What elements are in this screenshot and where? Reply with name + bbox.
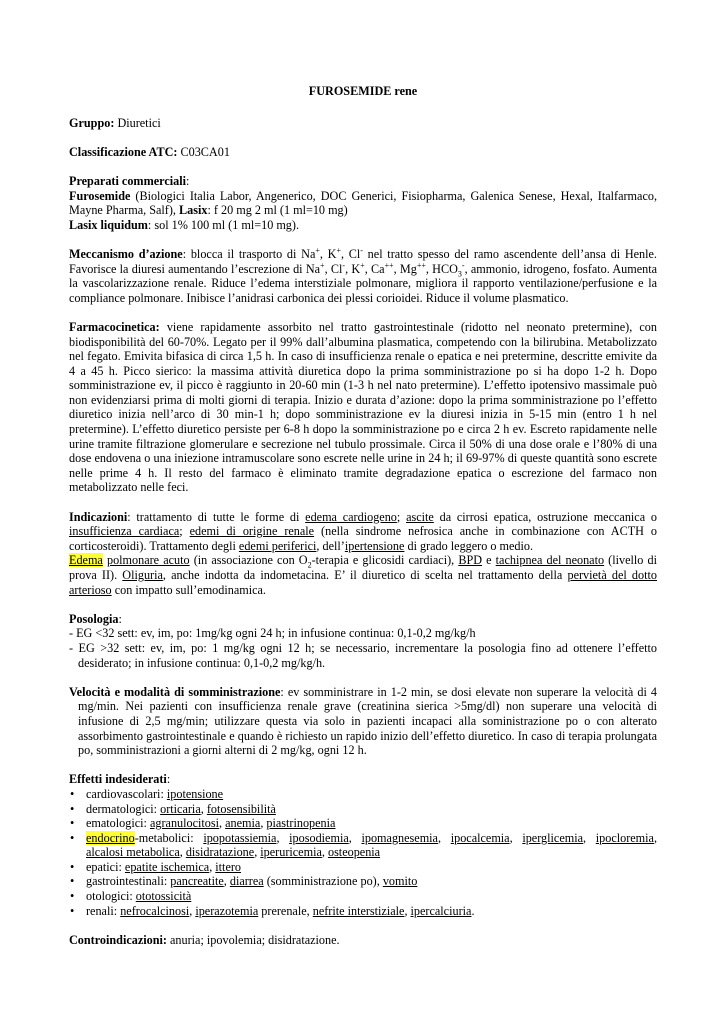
link-tachipnea-neonato[interactable]: tachipnea del neonato	[495, 553, 605, 568]
posologia-heading	[69, 612, 657, 627]
separator: ,	[209, 859, 216, 874]
indicazioni-text: : trattamento di tutte le forme di	[127, 509, 306, 524]
link-iperuricemia[interactable]: iperuricemia	[260, 845, 322, 860]
item-label: dermatologici:	[86, 801, 161, 816]
link-edemi-renali[interactable]: edemi di origine renale	[189, 524, 315, 539]
indicazioni-text: (nella sindrome nefrosica anche in combinazione con ACTH o corticosteroidi). Trattamento degli	[69, 524, 658, 553]
separator: ,	[509, 830, 523, 845]
link-anemia[interactable]: anemia	[225, 816, 261, 831]
indicazioni-label: Indicazioni	[69, 509, 128, 524]
preparati-label: Preparati commerciali	[69, 173, 186, 188]
link-iposodiemia[interactable]: iposodiemia	[289, 830, 349, 845]
list-item-renali	[69, 904, 657, 919]
link-oliguria[interactable]: Oliguria	[122, 568, 163, 582]
superscript: +	[315, 245, 320, 255]
indicazioni-text: da cirrosi epatica, ostruzione meccanica o	[433, 509, 657, 524]
meccanismo-label: Meccanismo d’azione	[69, 246, 183, 261]
separator: ,	[583, 830, 596, 845]
link-epatite-ischemica[interactable]: epatite ischemica	[124, 859, 210, 874]
preparati-liquidum	[69, 218, 657, 233]
superscript: -	[360, 245, 363, 255]
meccanismo-text: , Ca	[364, 261, 385, 276]
item-label: -metabolici:	[134, 830, 204, 845]
link-ipomagnesemia[interactable]: ipomagnesemia	[361, 830, 438, 845]
link-pervieta-dotto[interactable]: pervietà del dotto arterioso	[69, 568, 657, 597]
posologia-label: Posologia	[69, 611, 119, 626]
liquidum-label: Lasix liquidum	[69, 217, 148, 232]
atc-value: C03CA01	[177, 144, 230, 159]
meccanismo-text: , K	[345, 261, 361, 276]
farmacocinetica-label: Farmacocinetica:	[69, 319, 160, 334]
separator: ,	[260, 816, 267, 831]
separator: ,	[276, 830, 290, 845]
list-item-epatici	[69, 860, 657, 875]
gruppo-value: Diuretici	[114, 115, 161, 130]
meccanismo-text: , ammonio, idrogeno, fosfato. Aumenta la vascolarizzazione renale. Riduce l’edema interstiziale polmonare, migliora il rapporto ventilazione/perfusione e la compliance polmonare. Inibisce l’anidrasi carbonica dei plessi corioidei. Riduce il volume plasmatico.	[69, 261, 658, 305]
meccanismo-text: , K	[319, 246, 337, 261]
link-ipertensione[interactable]: ipertensione	[344, 538, 405, 553]
link-edema-highlighted[interactable]: Edema	[69, 553, 103, 568]
separator: ,	[348, 830, 362, 845]
separator: ,	[179, 845, 186, 860]
link-nefrocalcinosi[interactable]: nefrocalcinosi	[120, 903, 190, 918]
list-item-endocrino	[69, 831, 657, 860]
link-ascite[interactable]: ascite	[406, 509, 434, 524]
superscript: +	[336, 245, 341, 255]
effetti-colon: :	[166, 772, 171, 787]
indicazioni-text: ;	[179, 524, 190, 539]
furosemide-label: Furosemide	[69, 188, 131, 203]
link-alcalosi-metabolica[interactable]: alcalosi metabolica	[86, 845, 180, 860]
indicazioni-text: , dell’	[316, 538, 345, 553]
effetti-list	[69, 787, 657, 918]
item-label: epatici:	[86, 859, 125, 874]
farmacocinetica-text: viene rapidamente assorbito nel tratto gastrointestinale (ridotto nel neonato pretermine), con biodisponibilità del 60-70%. Legato per il 99% dall’albumina plasmatica, competendo con la bilirubina. Metabolizzato nel fegato. Emivita bifasica di circa 1,5 h. In caso di insufficienza renale o epatica e nei pretermine, descritte emivite da 4 a 45 h. Picco sierico: la massima attività diuretica dopo la prima somministrazione po si ha dopo 1-2 h. Dopo somministrazione ev, il picco è raggiunto in 20-60 min (1-3 h nel nato pretermine). L’effetto ipotensivo massimale può non evidenziarsi prima di molti giorni di terapia. Inizio e durata d’azione: dopo la prima somministrazione po l’effetto diuretico inizia nell’arco di 30 min-1 h; dopo somministrazione ev la diuresi inizia in 5-15 min (entro 1 h nel pretermine). L’effetto diuretico persiste per 6-8 h dopo la somministrazione po e circa 2 h ev. Escreto rapidamente nelle urine tramite filtrazione glomerulare e secrezione nel tubulo prossimale. Circa il 50% di una dose orale e l’80% di una dose endovena o una iniezione intramuscolare sono escrete nelle urine in 24 h; il 69-97% di queste quantità sono escrete nelle prime 4 h. Il resto del farmaco è eliminato tramite degradazione epatica o escrezione del farmaco non metabolizzato nelle feci.	[69, 319, 657, 495]
meccanismo-text: nel tratto spesso del ramo ascendente dell’ansa di Henle. Favorisce la diuresi aumentando l’escrezione di Na	[69, 246, 657, 276]
indicazioni-text: (in associazione con O	[189, 553, 308, 568]
indicazioni-text: di grado leggero o medio.	[404, 538, 534, 553]
subscript: 2	[307, 560, 312, 570]
link-edemi-periferici[interactable]: edemi periferici	[238, 538, 317, 553]
item-label: otologici:	[86, 889, 136, 904]
link-fotosensibilita[interactable]: fotosensibilità	[206, 801, 276, 816]
item-text: .	[471, 903, 475, 918]
link-ototossicita[interactable]: ototossicità	[135, 889, 192, 904]
link-agranulocitosi[interactable]: agranulocitosi	[149, 816, 220, 831]
link-insufficienza-cardiaca[interactable]: insufficienza cardiaca	[69, 524, 180, 539]
liquidum-text: : sol 1% 100 ml (1 ml=10 mg).	[147, 217, 300, 232]
separator: ,	[189, 903, 196, 918]
superscript: -	[461, 260, 465, 270]
link-ipercalciuria[interactable]: ipercalciuria	[410, 903, 472, 918]
document-title: FUROSEMIDE rene	[308, 84, 418, 98]
meccanismo-text: , Mg	[393, 261, 417, 276]
meccanismo-text: , HCO	[425, 261, 458, 276]
link-bpd[interactable]: BPD	[458, 553, 483, 568]
furosemide-text: (Biologici Italia Labor, Angenerico, DOC Generici, Fisiopharma, Galenica Senese, Hexal, Italfarmaco, Mayne Pharma, Salf),	[69, 188, 657, 218]
meccanismo-text: , Cl	[340, 246, 361, 261]
posologia-colon: :	[118, 611, 122, 626]
velocita-text: : ev somministrare in 1-2 min, se dosi elevate non superare la velocità di 4 mg/min. Nei pazienti con insufficienza renale grave (creatinina sierica >5mg/dl) non superare una velocità di infusione di 2,5 mg/min; utilizzare questa via solo in pazienti incapaci alla soministrazione po o con alterato assorbimento gastrointestinale e quando è richiesto un rapido inizio dell’effetto diuretico. In caso di terapia prolungata po, somministrazioni a giorni alterni di 2 mg/kg, ogni 12 h.	[78, 684, 657, 758]
controindicazioni-label: Controindicazioni:	[69, 932, 167, 947]
indicazioni-text: e	[482, 553, 496, 568]
separator: ,	[223, 874, 230, 889]
superscript: +	[360, 260, 365, 270]
superscript: -	[342, 260, 346, 270]
posologia-section	[69, 612, 657, 670]
separator: ,	[254, 845, 261, 860]
meccanismo-text: , Cl	[324, 261, 343, 276]
link-edema-cardiogeno[interactable]: edema cardiogeno	[305, 509, 397, 524]
item-label: renali:	[86, 903, 121, 918]
separator: ,	[437, 830, 451, 845]
indicazioni-text: , anche indotta da indometacina. E’ il diuretico di scelta nel trattamento della	[162, 568, 568, 582]
link-endocrino-highlighted[interactable]: endocrino	[86, 830, 135, 845]
list-item-dermatologici	[69, 802, 657, 817]
atc-label: Classificazione ATC:	[69, 144, 178, 159]
preparati-furosemide	[69, 189, 657, 218]
item-label: gastrointestinali:	[86, 874, 171, 889]
gruppo-label: Gruppo:	[69, 115, 115, 130]
link-iperglicemia[interactable]: iperglicemia	[522, 830, 584, 845]
separator: ,	[321, 845, 328, 860]
list-item-ematologici	[69, 816, 657, 831]
superscript: ++	[384, 260, 394, 270]
controindicazioni-text: anuria; ipovolemia; disidratazione.	[166, 932, 340, 947]
item-label: cardiovascolari:	[86, 786, 167, 801]
velocita-paragraph	[69, 685, 657, 758]
indicazioni-text: con impatto sull’emodinamica.	[111, 582, 266, 597]
meccanismo-text: : blocca il trasporto di Na	[182, 246, 316, 261]
link-orticaria[interactable]: orticaria	[160, 801, 201, 816]
indicazioni-paragraph	[69, 510, 657, 598]
indicazioni-text: ;	[396, 509, 407, 524]
link-diarrea[interactable]: diarrea	[229, 874, 264, 889]
preparati-heading	[69, 174, 657, 189]
separator: ,	[219, 816, 226, 831]
link-piastrinopenia[interactable]: piastrinopenia	[266, 816, 336, 831]
indicazioni-text: -terapia e glicosidi cardiaci),	[311, 553, 459, 568]
farmacocinetica-paragraph	[69, 320, 657, 495]
posologia-item: - EG <32 sett: ev, im, po: 1mg/kg ogni 24 h; in infusione continua: 0,1-0,2 mg/kg/h	[69, 626, 476, 641]
meccanismo-paragraph	[69, 247, 657, 305]
separator: ,	[200, 801, 207, 816]
lasix-text: : f 20 mg 2 ml (1 ml=10 mg)	[207, 203, 348, 218]
item-label: ematologici:	[86, 816, 150, 831]
link-ipotensione[interactable]: ipotensione	[166, 786, 224, 801]
list-item-gastrointestinali	[69, 874, 657, 889]
posologia-item: - EG >32 sett: ev, im, po: 1 mg/kg ogni 12 h; se necessario, incrementare la posologia fino ad ottenere l’effetto desiderato; in infusione continua: 0,1-0,2 mg/kg/h.	[69, 640, 657, 670]
link-ipocloremia[interactable]: ipocloremia	[595, 830, 654, 845]
link-osteopenia[interactable]: osteopenia	[327, 845, 381, 860]
atc-line	[69, 145, 657, 160]
link-nefrite-interstiziale[interactable]: nefrite interstiziale	[312, 903, 405, 918]
separator: ,	[653, 830, 658, 845]
effetti-label: Effetti indesiderati	[69, 772, 167, 787]
item-text: prerenale,	[258, 903, 313, 918]
subscript: 3	[457, 268, 462, 278]
link-polmonare-acuto[interactable]: polmonare acuto	[106, 553, 190, 568]
document-page	[69, 84, 657, 962]
item-text: (somministrazione po),	[263, 874, 383, 889]
link-vomito[interactable]: vomito	[382, 874, 418, 889]
effetti-heading	[69, 772, 657, 787]
link-disidratazione[interactable]: disidratazione	[185, 845, 255, 860]
indicazioni-text: (livello di prova II).	[69, 553, 657, 582]
link-ipocalcemia[interactable]: ipocalcemia	[450, 830, 510, 845]
link-pancreatite[interactable]: pancreatite	[170, 874, 224, 889]
list-item-otologici	[69, 889, 657, 904]
gruppo-line	[69, 116, 657, 131]
list-item-cardiovascolari	[69, 787, 657, 802]
velocita-label: Velocità e modalità di somministrazione	[69, 684, 281, 699]
link-ipopotassiemia[interactable]: ipopotassiemia	[203, 830, 277, 845]
preparati-colon: :	[185, 173, 190, 188]
lasix-label: Lasix	[179, 203, 208, 218]
link-iperazotemia[interactable]: iperazotemia	[195, 903, 259, 918]
separator: ,	[404, 903, 411, 918]
superscript: +	[320, 260, 325, 270]
preparati-section	[69, 174, 657, 232]
link-ittero[interactable]: ittero	[215, 859, 242, 874]
superscript: ++	[416, 260, 426, 270]
controindicazioni-line	[69, 933, 657, 948]
